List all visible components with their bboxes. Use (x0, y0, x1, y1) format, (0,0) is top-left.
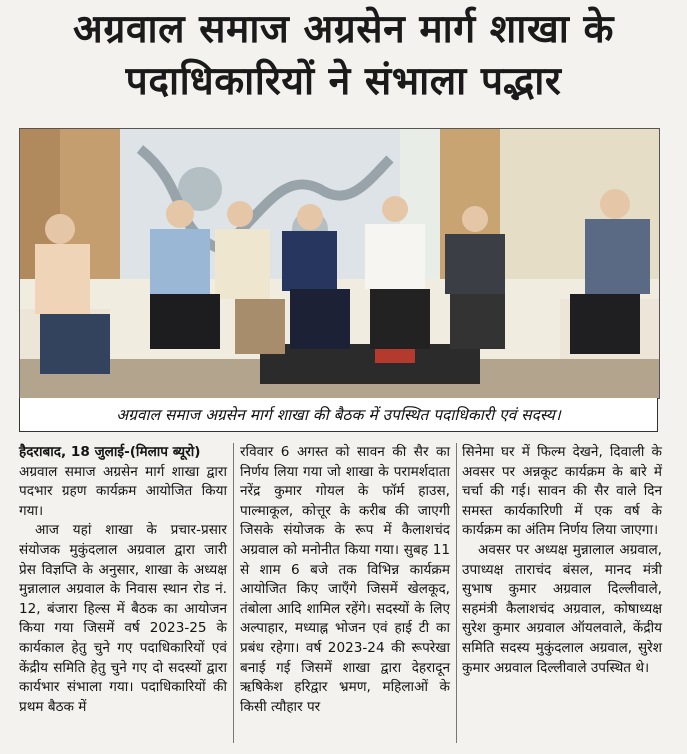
column-divider (456, 443, 457, 743)
article-paragraph: सिनेमा घर में फिल्म देखने, दिवाली के अवसर पर अन्नकूट कार्यक्रम के बारे में चर्चा की गई। सावन की सैर वाले दिन समस्त कार्यकारिणी में एक वर्ष के कार्यक्रम का अंतिम निर्णय लिया जाएगा। (462, 444, 662, 539)
photo-caption: अग्रवाल समाज अग्रसेन मार्ग शाखा की बैठक में उपस्थित पदाधिकारी एवं सदस्य। (19, 398, 658, 432)
dateline: हैदराबाद, 18 जुलाई-(मिलाप ब्यूरो) (19, 444, 201, 460)
article-paragraph (19, 443, 227, 521)
intro-text: अग्रवाल समाज अग्रसेन मार्ग शाखा द्वारा पदभार ग्रहण कार्यक्रम आयोजित किया गया। (19, 463, 227, 519)
news-photo (19, 128, 660, 399)
meeting-photo-illustration (20, 129, 659, 398)
article-paragraph: आज यहां शाखा के प्रचार-प्रसार संयोजक मुकुंदलाल अग्रवाल द्वारा जारी प्रेस विज्ञप्ति के अनुसार, शाखा के अध्यक्ष मुन्नालाल अग्रवाल के निवास स्थान रोड नं. 12, बंजारा हिल्स में बैठक का आयोजन किया गया जिसमें वर्ष 2023-25 के कार्यकाल हेतु चुने गए पदाधिकारियों एवं केंद्रीय समिति हेतु चुने गए दो सदस्यों द्वारा कार्यभार संभाला गया। पदाधिकारियों की प्रथम बैठक में (19, 522, 227, 715)
headline (0, 4, 687, 108)
headline-line-1: अग्रवाल समाज अग्रसेन मार्ग शाखा के (73, 7, 614, 52)
article-column-3 (462, 443, 662, 678)
article-paragraph: रविवार 6 अगस्त को सावन की सैर का निर्णय लिया गया जो शाखा के परामर्शदाता नरेंद्र कुमार गोयल के फॉर्म हाउस, पाल्माकूल, कोत्तूर के करीब की जाएगी जिसके संयोजक के रूप में कैलाशचंद अग्रवाल को मनोनीत किया गया। सुबह 11 से शाम 6 बजे तक विभिन्न कार्यक्रम आयोजित किए जाएँगे जिसमें खेलकूद, तंबोला आदि शामिल रहेंगे। सदस्यों के लिए अल्पाहार, मध्याह्न भोजन एवं हाई टी का प्रबंध रहेगा। वर्ष 2023-24 की रूपरेखा बनाई गई जिसमें शाखा द्वारा देहरादून ऋषिकेश हरिद्वार भ्रमण, महिलाओं के किसी त्यौहार पर (240, 444, 450, 715)
article-column-2 (240, 443, 450, 717)
article-paragraph: अवसर पर अध्यक्ष मुन्नालाल अग्रवाल, उपाध्यक्ष ताराचंद बंसल, मानद मंत्री सुभाष कुमार अग्रवाल दिल्लीवाले, सहमंत्री कैलाशचंद अग्रवाल, कोषाध्यक्ष सुरेश कुमार अग्रवाल ऑयलवाले, केंद्रीय समिति सदस्य मुकुंदलाल अग्रवाल, सुरेश कुमार अग्रवाल दिल्लीवाले उपस्थित थे। (462, 541, 662, 676)
column-divider (233, 443, 234, 743)
article-column-1 (19, 443, 227, 717)
headline-line-2: पदाधिकारियों ने संभाला पद्भार (125, 59, 562, 104)
